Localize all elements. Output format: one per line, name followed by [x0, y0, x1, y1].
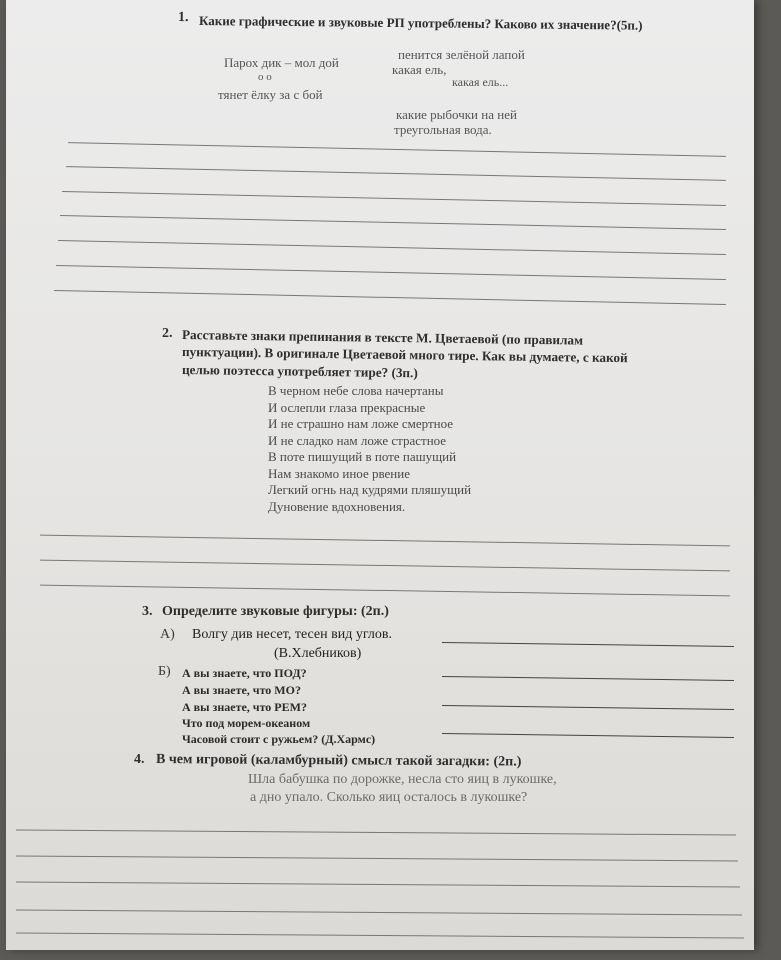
q4-number: 4. — [134, 752, 145, 767]
q1-number: 1. — [177, 9, 189, 26]
poem-line: И не сладко нам ложе страстное — [268, 432, 447, 448]
worksheet-page — [6, 0, 754, 950]
q1-right-line-5: треугольная вода. — [394, 122, 492, 137]
answer-line — [58, 240, 726, 255]
answer-line — [442, 676, 734, 681]
q1-right-line-1: пенится зелёной лапой — [398, 47, 525, 62]
q1-left-line-2: о о — [258, 71, 272, 83]
q3-a-author: (В.Хлебников) — [274, 646, 362, 661]
answer-line — [16, 881, 740, 887]
q2-text-line-1: Расставьте знаки препинания в тексте М. Цветаевой (по правилам — [181, 327, 584, 348]
q4-riddle-line-2: а дно упало. Сколько яиц осталось в лукошке? — [250, 790, 528, 805]
q3-b-line-4: Что под морем-океаном — [182, 716, 311, 730]
poem-line: Легкий огнь над кудрями пляшущий — [268, 482, 472, 497]
q1-right-line-4: какие рыбочки на ней — [396, 107, 517, 122]
q4-text: В чем игровой (каламбурный) смысл такой загадки: (2п.) — [155, 752, 522, 770]
answer-line — [60, 215, 726, 230]
answer-line — [16, 829, 736, 835]
answer-line — [56, 265, 726, 280]
answer-line — [442, 733, 734, 738]
q3-a-label: А) — [160, 627, 175, 642]
answer-line — [68, 142, 726, 157]
q4-riddle-line-1: Шла бабушка по дорожке, несла сто яиц в лукошке, — [248, 772, 557, 787]
q3-b-line-5: Часовой стоит с ружьем? (Д.Хармс) — [182, 732, 376, 746]
q1-right-line-3: какая ель... — [452, 75, 509, 89]
q3-b-label: Б) — [158, 664, 171, 679]
answer-line — [442, 705, 734, 710]
poem-line: Нам знакомо иное рвение — [268, 465, 410, 481]
answer-line — [16, 909, 742, 915]
answer-line — [62, 191, 726, 206]
answer-line — [54, 290, 726, 305]
answer-line — [66, 166, 726, 181]
q2-text-line-3: целью поэтесса употребляет тире? (3п.) — [181, 362, 418, 381]
answer-line — [40, 585, 730, 597]
q2-number: 2. — [162, 326, 173, 341]
q2-poem — [268, 383, 471, 515]
q1-left-line-1: Парох дик – мол дой — [224, 55, 339, 70]
q3-number: 3. — [142, 604, 153, 619]
poem-line: И ослепли глаза прекрасные — [268, 399, 426, 415]
answer-line — [16, 855, 738, 861]
answer-line — [40, 560, 730, 572]
answer-line — [442, 642, 734, 647]
q2-text-line-2: пунктуации). В оригинале Цветаевой много тире. Как вы думаете, с какой — [181, 344, 628, 366]
q3-b-line-3: А вы знаете, что РЕМ? — [182, 700, 307, 714]
q1-text: Какие графические и звуковые РП употреблены? Каково их значение?(5п.) — [198, 13, 643, 33]
q1-right-line-2: какая ель, — [392, 62, 447, 77]
q3-a-text: Волгу див несет, тесен вид углов. — [192, 627, 392, 642]
q3-text: Определите звуковые фигуры: (2п.) — [162, 604, 389, 619]
poem-line: И не страшно нам ложе смертное — [268, 416, 454, 431]
q3-b-line-1: А вы знаете, что ПОД? — [182, 666, 307, 680]
poem-line: Дуновение вдохновения. — [268, 498, 406, 514]
answer-line — [40, 535, 730, 547]
answer-line — [16, 932, 744, 938]
q1-left-line-3: тянет ёлку за с бой — [218, 87, 323, 102]
q3-b-line-2: А вы знаете, что МО? — [182, 683, 301, 697]
poem-line: В поте пишущий в поте пашущий — [268, 449, 457, 464]
poem-line: В черном небе слова начертаны — [268, 383, 444, 398]
